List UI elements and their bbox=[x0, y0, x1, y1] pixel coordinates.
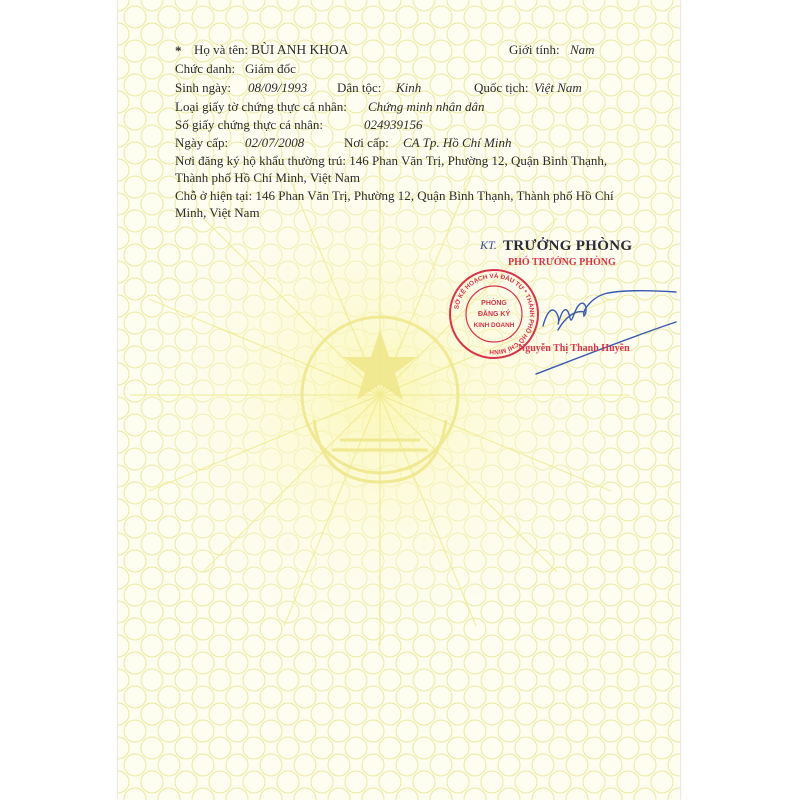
dob-label: Sinh ngày: bbox=[175, 80, 231, 95]
issue-date-label: Ngày cấp: bbox=[175, 135, 229, 150]
issue-date-value: 02/07/2008 bbox=[245, 135, 305, 150]
stamp-inner-line-1: PHÒNG bbox=[481, 300, 507, 307]
bullet-asterisk: * bbox=[175, 43, 182, 58]
id-number-value: 024939156 bbox=[364, 117, 423, 132]
stamp-inner-line-3: KINH DOANH bbox=[473, 322, 515, 329]
issue-place-label: Nơi cấp: bbox=[344, 135, 389, 150]
residence-line-2: Thành phố Hồ Chí Minh, Việt Nam bbox=[175, 170, 360, 185]
gender-label: Giới tính: bbox=[509, 42, 560, 57]
id-type-label: Loại giấy tờ chứng thực cá nhân: bbox=[175, 99, 347, 114]
position-label: Chức danh: bbox=[175, 61, 236, 76]
position-value: Giám đốc bbox=[245, 61, 296, 76]
id-type-value: Chứng minh nhân dân bbox=[368, 99, 485, 114]
handwritten-signature bbox=[408, 278, 678, 378]
signature-initials: KT. bbox=[480, 238, 497, 252]
nationality-label: Quốc tịch: bbox=[474, 80, 529, 95]
full-name-value: BÙI ANH KHOA bbox=[251, 42, 349, 57]
ethnicity-label: Dân tộc: bbox=[337, 80, 382, 95]
id-number-label: Số giấy chứng thực cá nhân: bbox=[175, 117, 324, 132]
ethnicity-value: Kinh bbox=[396, 80, 422, 95]
signer-name: Nguyễn Thị Thanh Huyền bbox=[518, 343, 630, 354]
dob-value: 08/09/1993 bbox=[248, 80, 308, 95]
nationality-value: Việt Nam bbox=[534, 80, 582, 95]
certificate-page bbox=[118, 0, 680, 800]
signature-subtitle: PHÓ TRƯỞNG PHÒNG bbox=[508, 257, 616, 268]
residence-line-1: Nơi đăng ký hộ khẩu thường trú: 146 Phan Văn Trị, Phường 12, Quận Bình Thạnh, bbox=[175, 153, 608, 168]
full-name-label: Họ và tên: bbox=[194, 42, 249, 57]
current-address-line-2: Minh, Việt Nam bbox=[175, 205, 260, 220]
stamp-inner-line-2: ĐĂNG KÝ bbox=[477, 311, 511, 318]
issue-place-value: CA Tp. Hồ Chí Minh bbox=[403, 135, 512, 150]
signature-title: TRƯỞNG PHÒNG bbox=[503, 238, 633, 254]
current-address-line-1: Chỗ ở hiện tại: 146 Phan Văn Trị, Phường 12, Quận Bình Thạnh, Thành phố Hồ Chí bbox=[175, 188, 614, 203]
gender-value: Nam bbox=[570, 42, 595, 57]
stamp-ring-text: SỞ KẾ HOẠCH VÀ ĐẦU TƯ * THÀNH PHỐ HỒ CHÍ MINH bbox=[453, 272, 536, 356]
